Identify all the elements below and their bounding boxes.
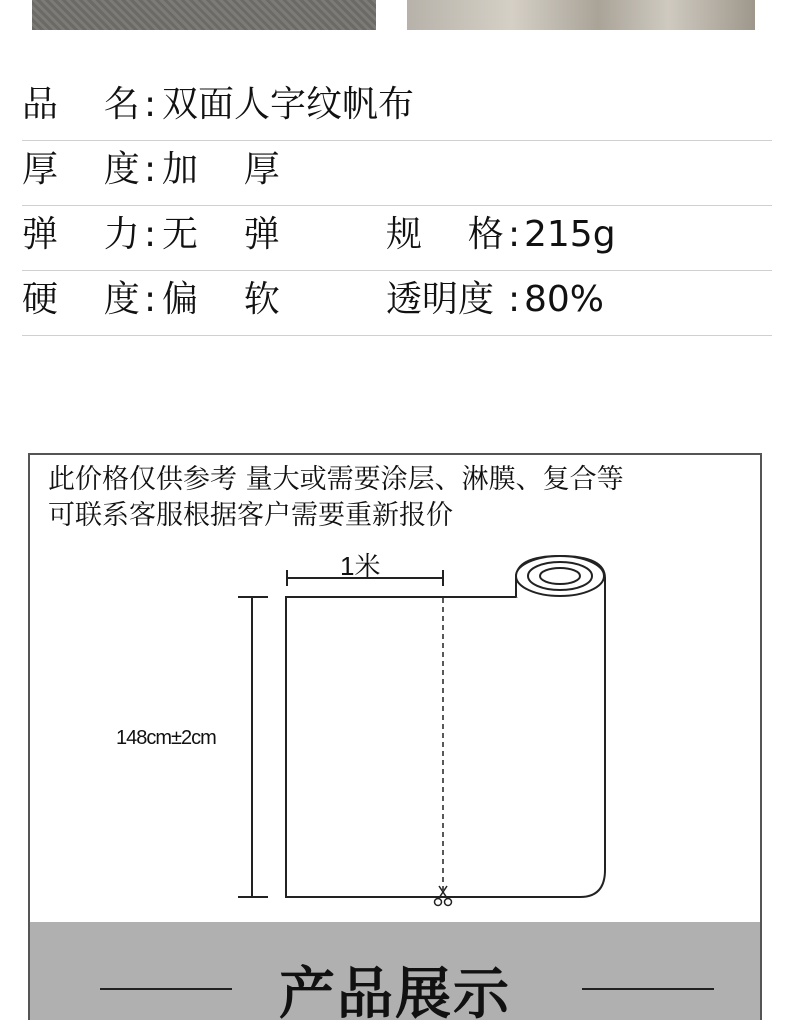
spec-label-thickness: 厚 度 (22, 149, 140, 190)
height-label: 148cm±2cm (116, 727, 216, 749)
spec-value-name: 双面人字纹帆布 (162, 84, 415, 125)
spec-colon: : (144, 214, 157, 255)
spec-value-spec: 215g (524, 214, 616, 255)
spec-colon: : (144, 279, 157, 320)
spec-colon: : (508, 214, 521, 255)
spec-value-thickness: 加 厚 (162, 149, 280, 190)
section-title: 产品展示 (279, 962, 511, 1027)
spec-label-hardness: 硬 度 (22, 279, 140, 320)
price-notice-line1: 此价格仅供参考 量大或需要涂层、淋膜、复合等 (48, 464, 624, 495)
width-label: 1米 (340, 551, 381, 581)
spec-value-hardness: 偏 软 (162, 279, 280, 320)
spec-label-elasticity: 弹 力 (22, 214, 140, 255)
spec-colon: : (508, 279, 521, 320)
spec-value-transparency: 80% (524, 279, 605, 320)
spec-label-name: 品 名 (22, 84, 140, 125)
spec-value-elasticity: 无 弹 (162, 214, 280, 255)
spec-label-spec: 规 格 (386, 214, 504, 255)
fabric-sheet (286, 597, 605, 897)
spec-colon: : (144, 149, 157, 190)
price-notice-line2: 可联系客服根据客户需要重新报价 (48, 500, 453, 531)
spec-label-transparency: 透明度 (386, 279, 495, 320)
spec-colon: : (144, 84, 157, 125)
